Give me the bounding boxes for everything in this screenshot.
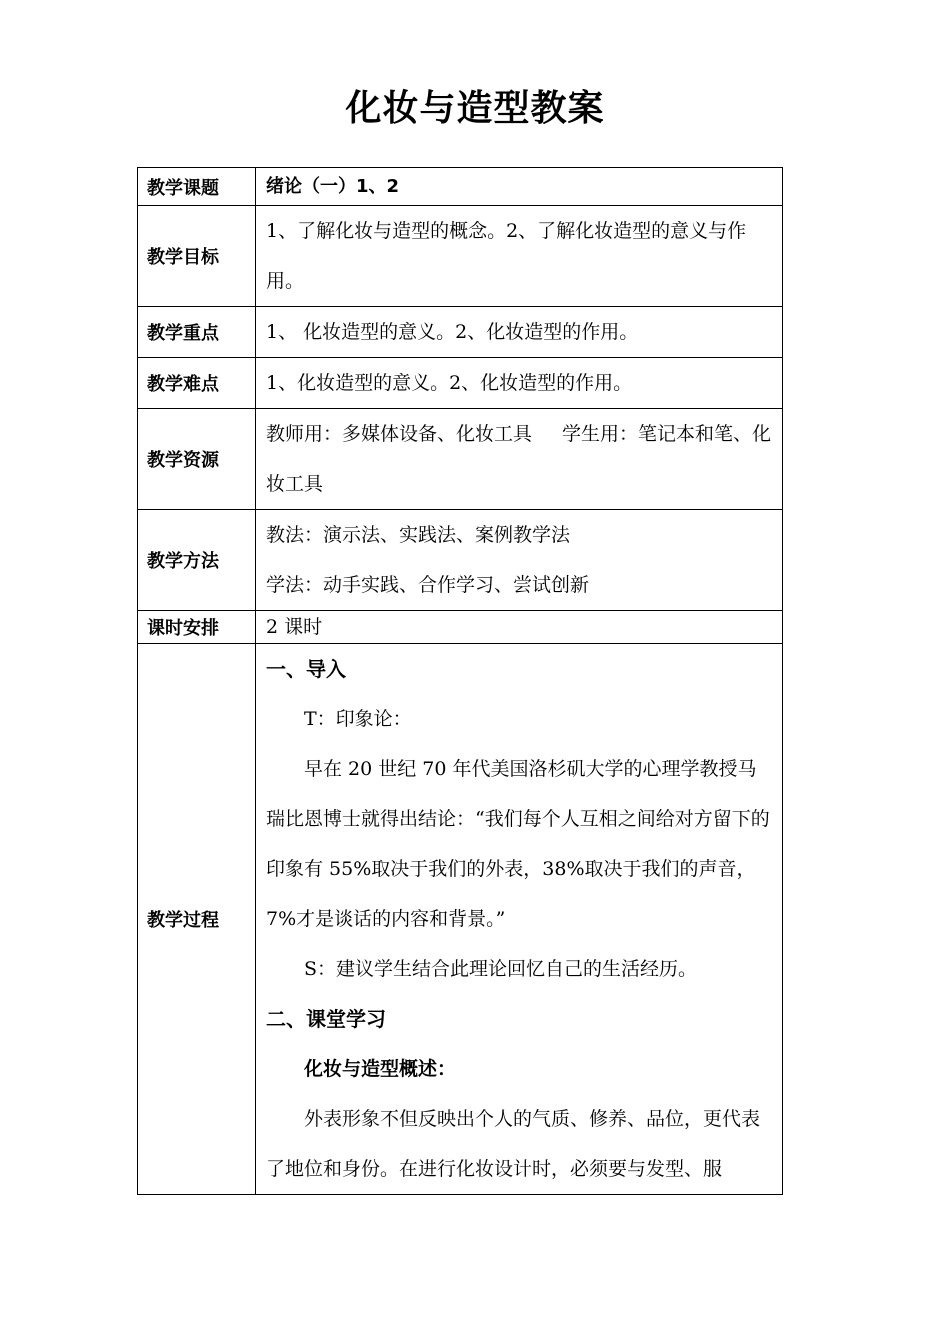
label-objectives: 教学目标 xyxy=(138,206,256,307)
row-objectives xyxy=(138,206,783,307)
methods-learning: 学法：动手实践、合作学习、尝试创新 xyxy=(266,574,590,596)
section-heading-class: 二、课堂学习 xyxy=(266,1007,386,1031)
value-key-points: 1、 化妆造型的意义。2、化妆造型的作用。 xyxy=(256,307,783,358)
value-schedule: 2 课时 xyxy=(256,611,783,644)
label-schedule: 课时安排 xyxy=(138,611,256,644)
resources-student: 学生用：笔记本和笔、化妆工具 xyxy=(266,423,772,495)
label-difficulties: 教学难点 xyxy=(138,358,256,409)
row-process xyxy=(138,644,783,1195)
label-resources: 教学资源 xyxy=(138,409,256,510)
section-heading-intro: 一、导入 xyxy=(266,657,346,681)
row-methods xyxy=(138,510,783,611)
student-line: S：建议学生结合此理论回忆自己的生活经历。 xyxy=(304,958,698,980)
row-topic xyxy=(138,168,783,206)
value-difficulties: 1、化妆造型的意义。2、化妆造型的作用。 xyxy=(256,358,783,409)
subheading-overview: 化妆与造型概述： xyxy=(304,1058,457,1080)
lesson-plan-table xyxy=(137,167,783,1195)
label-topic: 教学课题 xyxy=(138,168,256,206)
label-key-points: 教学重点 xyxy=(138,307,256,358)
label-process: 教学过程 xyxy=(138,644,256,1195)
methods-teaching: 教法：演示法、实践法、案例教学法 xyxy=(266,524,571,546)
row-difficulties xyxy=(138,358,783,409)
paragraph-overview: 外表形象不但反映出个人的气质、修养、品位，更代表了地位和身份。在进行化妆设计时，必须要与发型、服 xyxy=(266,1108,761,1180)
row-key-points xyxy=(138,307,783,358)
page-title: 化妆与造型教案 xyxy=(345,88,605,129)
row-resources xyxy=(138,409,783,510)
label-methods: 教学方法 xyxy=(138,510,256,611)
value-objectives: 1、了解化妆与造型的概念。2、了解化妆造型的意义与作用。 xyxy=(266,220,747,292)
teacher-line: T：印象论： xyxy=(304,708,412,730)
paragraph-research: 早在 20 世纪 70 年代美国洛杉矶大学的心理学教授马瑞比恩博士就得出结论：“我们每个人互相之间给对方留下的印象有 55%取决于我们的外表，38%取决于我们的声音，7%才是谈话的内容和背景。” xyxy=(266,758,770,930)
value-topic: 绪论（一）1、2 xyxy=(256,168,783,206)
resources-teacher: 教师用：多媒体设备、化妆工具 xyxy=(266,423,533,445)
row-schedule xyxy=(138,611,783,644)
